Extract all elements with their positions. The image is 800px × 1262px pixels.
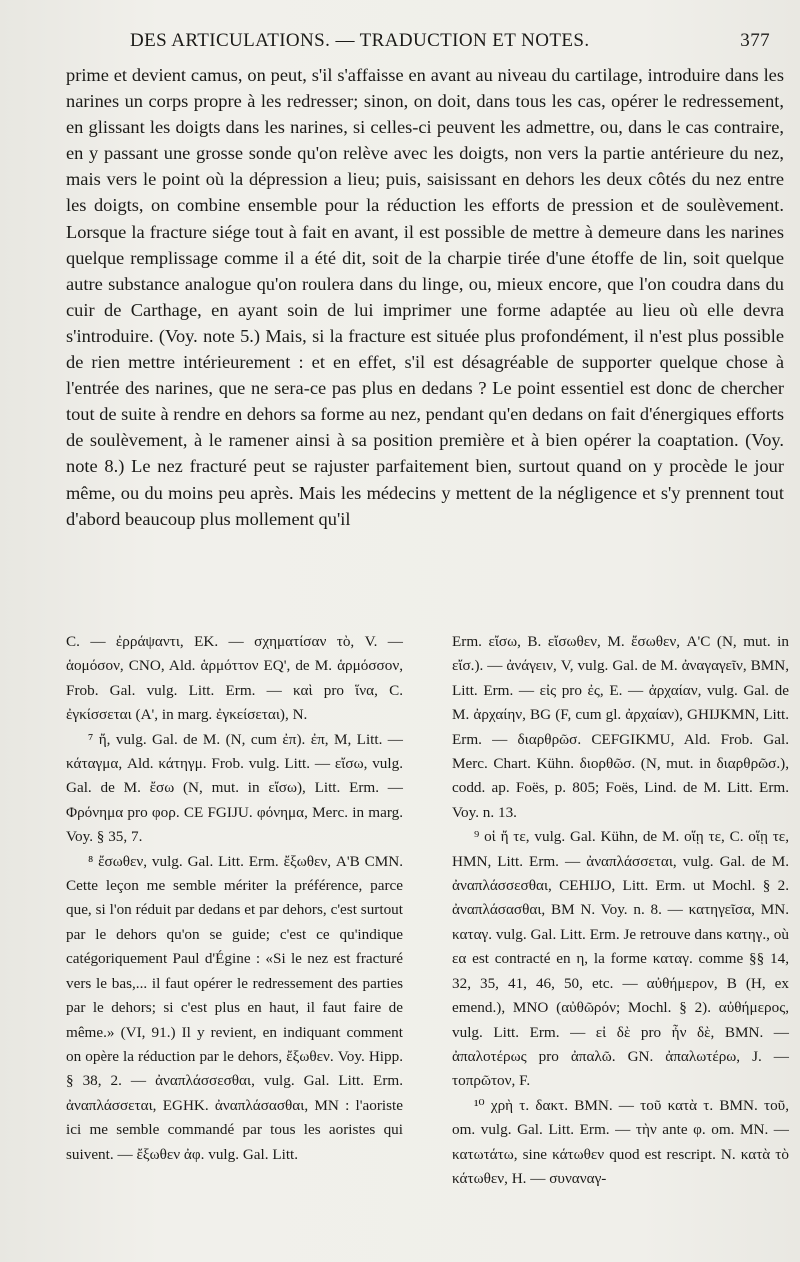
footnote-10: ¹⁰ χρὴ τ. δακτ. BMN. — τοῦ κατὰ τ. BMN. τοῦ, om. vulg. Gal. Litt. Erm. — τὴν ante φ. om. MN. — κατωτάτω, sine κάτωθεν quod est rescript. N. κατὰ τὸ κάτωθεν, H. — συναναγ- bbox=[452, 1096, 789, 1187]
footnotes-left-column bbox=[66, 630, 403, 1167]
footnote-continuation: C. — ἐρράψαντι, EK. — σχηματίσαν τὸ, V. — ἁομόσον, CNO, Ald. ἁρμόττον EQ', de M. ἁρμόσσον, Frob. Gal. vulg. Litt. Erm. — καὶ pro ἵνα, C. ἐγκίσσεται (A', in marg. ἐγκείσεται), N. bbox=[66, 633, 403, 724]
page-number: 377 bbox=[740, 30, 770, 51]
footnotes-right-column bbox=[452, 630, 789, 1191]
footnote-7: ⁷ ἤ, vulg. Gal. de M. (N, cum ἐπ). ἐπ, M, Litt. — κάταγμα, Ald. κάτηγμ. Frob. vulg. Litt. — εἴσω, vulg. Gal. de M. ἔσω (N, mut. in εἴσω), Litt. Erm. — Φρόνημα pro φορ. CE FGIJU. φόνημα, Merc. in marg. Voy. § 35, 7. bbox=[66, 730, 403, 846]
footnote-9: ⁹ οἱ ἤ τε, vulg. Gal. Kühn, de M. οἵῃ τε, C. οἵῃ τε, HMN, Litt. Erm. — ἀναπλάσσεται, vulg. Gal. de M. ἀναπλάσσεσθαι, CEHIJO, Litt. Erm. ut Mochl. § 2. ἀναπλάσασθαι, BM N. Voy. n. 8. — κατηγεῖσα, MN. καταγ. vulg. Gal. Litt. Erm. Je retrouve dans κατηγ., où εα est contracté en η, la forme καταγ. comme §§ 14, 32, 35, 41, 46, 50, etc. — αὐθήμερον, B (H, ex emend.), MNO (αὐθῶρόν; Mochl. § 2). αὐθήμερος, vulg. Litt. Erm. — εἰ δὲ pro ἦν δὲ, BMN. — ἀπαλοτέρως pro ἀπαλῶ. GN. ἀπαλωτέρω, J. — τοπρῶτον, F. bbox=[452, 828, 789, 1090]
main-paragraph: prime et devient camus, on peut, s'il s'affaisse en avant au niveau du cartilage, introduire dans les narines un corps propre à les redresser; sinon, on doit, dans tous les cas, opérer le redressement, en glissant les doigts dans les narines, si celles-ci peuvent les admettre, ou, dans le cas contraire, en y passant une grosse sonde qu'on relève avec les doigts, non vers la partie antérieure du nez, mais vers le point où la dépression a lieu; puis, saisissant en dehors les deux côtés du nez entre les doigts, on combine ensemble pour la réduction les efforts de pression et de soulèvement. Lorsque la fracture siége tout à fait en avant, il est possible de mettre à demeure dans les narines quelque remplissage comme il a été dit, soit de la charpie tirée d'une étoffe de lin, soit quelque autre substance analogue qu'on roulera dans du linge, ou, mieux encore, que l'on coudra dans du cuir de Carthage, en ayant soin de lui imprimer une forme adaptée au lieu où elle devra s'introduire. (Voy. note 5.) Mais, si la fracture est située plus profondément, il n'est plus possible de rien mettre intérieurement : et en effet, s'il est désagréable de supporter quelque chose à l'entrée des narines, que ne sera-ce pas plus en dedans ? Le point essentiel est donc de chercher tout de suite à rendre en dehors sa forme au nez, pendant qu'en dedans on fait d'énergiques efforts de soulèvement, à le ramener ainsi à sa position première et à bien opérer la coaptation. (Voy. note 8.) Le nez fracturé peut se rajuster parfaitement bien, surtout quand on y procède le jour même, ou du moins peu après. Mais les médecins y mettent de la négligence et s'y prennent tout d'abord beaucoup plus mollement qu'il bbox=[66, 65, 784, 529]
main-text bbox=[66, 62, 784, 532]
footnotes bbox=[66, 630, 789, 1250]
footnote-8-continuation: Erm. εἴσω, B. εἴσωθεν, M. ἔσωθεν, A'C (N, mut. in εἴσ.). — ἀνάγειν, V, vulg. Gal. de M. ἀναγαγεῖν, BMN, Litt. Erm. — εἰς pro ἐς, E. — ἀρχαίαν, vulg. Gal. de M. ἀρχαίην, BG (F, cum gl. ἀρχαίαν), GHIJKMN, Litt. Erm. — διαρθρῶσ. CEFGIKMU, Ald. Frob. Gal. Merc. Chart. Kühn. διορθῶσ. (N, mut. in διαρθρῶσ.), codd. ap. Foës, p. 805; Foës, Lind. de M. Litt. Erm. Voy. n. 13. bbox=[452, 633, 789, 821]
footnote-8: ⁸ ἔσωθεν, vulg. Gal. Litt. Erm. ἔξωθεν, A'B CMN. Cette leçon me semble mériter la préférence, parce que, si l'on réduit par dedans et par dehors, c'est surtout par le dehors qu'on se guide; c'est ce qu'indique catégoriquement Paul d'Égine : «Si le nez est fracturé vers le bas,... il faut opérer le redressement des parties par le dehors; si c'est plus en haut, il faut faire de même.» (VI, 91.) Il y revient, en indiquant comment on opère la réduction par le dehors, ἔξωθεν. Voy. Hipp. § 38, 2. — ἀναπλάσσεσθαι, vulg. Gal. Litt. Erm. ἀναπλάσσεται, EGHK. ἀναπλάσασθαι, MN : l'aoriste ici me semble commandé par tous les aoristes qui suivent. — ἔξωθεν ἀφ. vulg. Gal. Litt. bbox=[66, 852, 403, 1163]
running-title: DES ARTICULATIONS. — TRADUCTION ET NOTES. bbox=[130, 30, 590, 51]
page-header bbox=[110, 30, 770, 58]
